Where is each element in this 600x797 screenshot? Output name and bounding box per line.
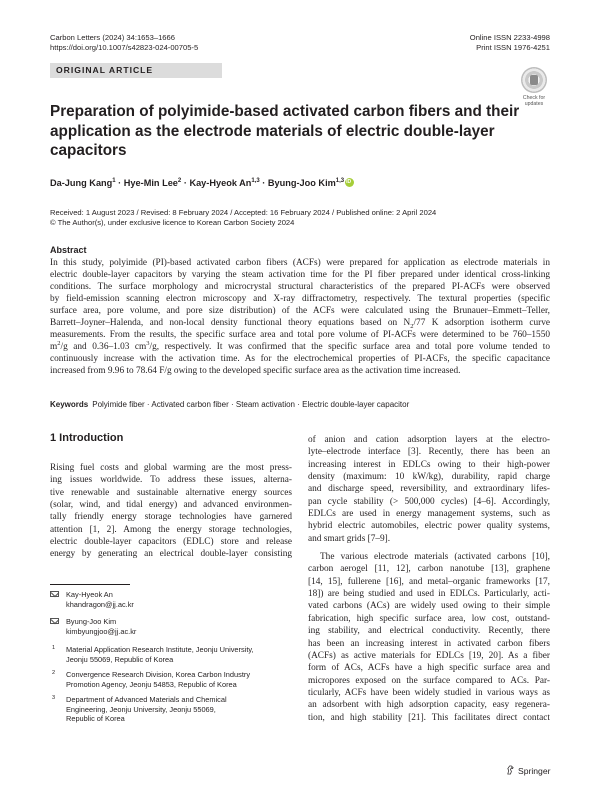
body-line: EDLCs are used in energy management systems, such as [308, 509, 550, 520]
history-dates: Received: 1 August 2023 / Revised: 8 February 2024 / Accepted: 16 February 2024 / Published online: 2 April 2024 [50, 208, 437, 217]
author-name[interactable]: Da-Jung Kang [50, 178, 113, 188]
abstract-line: by field-emission scanning electron microscopy and X-ray diffractometry, respectively. The textural properties (specific [50, 294, 550, 304]
body-line: tally friendly energy storage technologies have garnered [50, 512, 292, 523]
check-updates-label: Check for updates [522, 95, 546, 107]
abstract-line: In this study, polyimide (PI)-based activated carbon fibers (ACFs) were prepared for application as electrode materials in [50, 258, 550, 268]
abstract-text: /g, respectively. It was confirmed that the specific surface area and total pore volume tended to [149, 342, 550, 352]
author-affil: 1,3 [251, 178, 260, 184]
body-line: tion, and high stability [21]. This facilitates direct contact [308, 712, 550, 723]
author-separator: · [181, 178, 190, 188]
copyright: © The Author(s), under exclusive licence to Korean Carbon Society 2024 [50, 218, 295, 227]
affiliation-line: Promotion Agency, Jeonju 54853, Republic of Korea [66, 679, 237, 689]
publication-dates [50, 208, 436, 228]
footnote-divider [50, 584, 130, 585]
body-line: (solar, wind, and tidal energy) and advanced environmen- [50, 500, 292, 511]
print-issn: Print ISSN 1976-4251 [476, 43, 550, 52]
affiliation-line: Convergence Research Division, Korea Carbon Industry [66, 670, 251, 679]
body-line: an adsorbent with high adsorption capacity, easy regenera- [308, 700, 550, 711]
affiliation [50, 645, 300, 664]
body-line: ticularly, ACFs have been widely studied in various ways as [308, 687, 550, 698]
subscript: 2 [410, 322, 414, 329]
abstract-line: surface area, pore volume, and pore size distribution) of the ACFs were calculated using the Brunauer–Emmett–Teller, [50, 306, 550, 316]
body-line: micropores exposed on the surface compared to ACs. Par- [308, 675, 550, 686]
article-type: ORIGINAL ARTICLE [56, 65, 154, 75]
affiliation-line: Republic of Korea [66, 714, 125, 724]
abstract-text: m [50, 342, 58, 352]
publisher-logo [506, 765, 550, 776]
issn-meta [470, 33, 550, 53]
keywords-label: Keywords [50, 400, 89, 409]
body-line: has been an increasing interest in activated carbon fibers [308, 638, 550, 649]
abstract-line: continuously increase with the activation time. As for the electrochemical properties of PI-ACFs, the specific capacitance [50, 354, 550, 364]
keywords [50, 400, 409, 409]
journal-citation: Carbon Letters (2024) 34:1653–1666 [50, 33, 175, 42]
contact-name: Byung-Joo Kim [66, 617, 117, 626]
author-list [50, 177, 354, 189]
section-heading: 1 Introduction [50, 432, 124, 444]
body-line: density (maximum: 10 kW/kg), durability, rapid charge [308, 472, 550, 483]
body-line: form of ACs, ACFs have a high specific surface area and [308, 663, 550, 674]
abstract-line [50, 341, 550, 353]
online-issn: Online ISSN 2233-4998 [469, 33, 550, 42]
abstract-heading: Abstract [50, 245, 87, 255]
body-line: of anion and cation adsorption layers at the electro- [308, 435, 550, 445]
body-line: [14, 15], fullerene [16], and metal–organic frameworks [17, [308, 576, 550, 587]
affiliation-number: 1 [52, 645, 56, 651]
abstract-text: /77 K adsorption isotherm curve [413, 318, 550, 328]
keywords-text: Polyimide fiber · Activated carbon fiber · Steam activation · Electric double-layer capacitor [92, 400, 410, 409]
corresponding-author [50, 590, 134, 609]
superscript: 3 [146, 341, 150, 347]
body-line: increasing interest in EDLCs owing to their high-power [308, 459, 550, 470]
body-line: electric double-layer capacitors (EDLC) store and release [50, 537, 292, 548]
body-line: tive renewable and sustainable alternative energy sources [50, 487, 292, 498]
body-line: and discharge speed, reversibility, and extraordinary lifes- [308, 484, 550, 495]
body-line: ing issues worldwide. To address these issues, alterna- [50, 475, 292, 486]
body-line: attention [1, 2]. Among the energy storage technologies, [50, 524, 292, 535]
author-separator: · [115, 178, 124, 188]
contact-email[interactable]: khandragon@jj.ac.kr [66, 599, 134, 609]
abstract-body [50, 257, 550, 377]
body-line: lyte–electrode interface [3]. Recently, there has been an [308, 447, 550, 458]
superscript: 2 [57, 341, 61, 347]
abstract-line: measurements. From the results, the specific surface area and total pore volume of PI-ACFs were determined to be 760–1550 [50, 330, 550, 340]
author-name[interactable]: Hye-Min Lee [123, 178, 178, 188]
body-line: Rising fuel costs and global warming are the most press- [50, 463, 292, 473]
body-line: (ACFs) as active materials for EDLCs [19, 20]. As a fiber [308, 650, 550, 661]
author-name[interactable]: Kay-Hyeok An [189, 178, 252, 188]
affiliation-number: 2 [52, 670, 56, 676]
body-line: fabrication, high specific surface area, low cost, outstand- [308, 613, 550, 624]
contact-name: Kay-Hyeok An [66, 590, 113, 599]
affiliation-line: Material Application Research Institute, Jeonju University, [66, 645, 254, 654]
affiliation-number: 3 [52, 695, 56, 701]
body-line: ing stability, and electrical conductivity. Recently, there [308, 626, 550, 637]
affiliation-line: Department of Advanced Materials and Chemical [66, 695, 227, 704]
author-affil: 1,3 [335, 178, 345, 184]
abstract-text: /g and 0.36–1.03 cm [60, 342, 147, 352]
abstract-line: conditions. The surface morphology and microcrystal structural characteristics of the prepared PI-ACFs were observed [50, 282, 550, 292]
journal-meta [50, 33, 198, 53]
body-line: pan cycle stability (> 500,000 cycles) [4–6]. Accordingly, [308, 496, 550, 507]
left-column-text [50, 462, 292, 561]
body-line: carbon aerogel [11, 12], carbon nanotube [13], graphene [308, 564, 550, 575]
check-for-updates-button[interactable] [518, 67, 550, 107]
orcid-icon[interactable] [345, 178, 354, 187]
doi-link[interactable]: https://doi.org/10.1007/s42823-024-00705-5 [50, 43, 199, 52]
right-column-text [308, 434, 550, 724]
publisher-name: Springer [518, 766, 551, 776]
contact-email[interactable]: kimbyungjoo@jj.ac.kr [66, 626, 137, 636]
affiliation-line: Jeonju 55069, Republic of Korea [66, 654, 174, 664]
paper-title: Preparation of polyimide-based activated carbon fibers and their application as the electrode materials of electric double-layer capacitors [50, 103, 520, 159]
affiliation [50, 670, 300, 689]
article-type-band [50, 63, 222, 78]
abstract-line: increased from 9.96 to 78.64 F/g owing to the developed specific surface area as the activation time increased. [50, 366, 461, 376]
springer-horse-icon [506, 765, 515, 775]
author-name[interactable]: Byung-Joo Kim [267, 178, 336, 188]
body-line: 18]) are being studied and used in EDLCs. Particularly, acti- [308, 589, 550, 600]
author-affil: 2 [177, 178, 182, 184]
author-affil: 1 [112, 178, 116, 184]
body-line: hybrid electric automobiles, electric power quality systems, [308, 521, 550, 532]
body-line: and smart grids [7–9]. [308, 533, 391, 544]
envelope-icon [50, 591, 59, 597]
corresponding-author [50, 617, 136, 636]
affiliation-line: Engineering, Jeonju University, Jeonju 55069, [66, 704, 216, 714]
abstract-line [50, 317, 550, 329]
abstract-text: Barrett–Joyner–Halenda, and non-local density functional theory equations based on N [50, 318, 411, 328]
envelope-icon [50, 618, 59, 624]
affiliation [50, 695, 300, 724]
abstract-line: electric double-layer capacitors by varying the steam activation time for the PI fiber prepared under identical cross-linking [50, 270, 550, 280]
body-line: energy by generating an electrical double-layer consisting [50, 549, 292, 560]
body-line: vated carbons (ACs) are widely used owing to their simple [308, 601, 550, 612]
check-updates-icon [521, 67, 547, 93]
body-line: The various electrode materials (activated carbons [10], [320, 552, 550, 563]
author-separator: · [259, 178, 268, 188]
